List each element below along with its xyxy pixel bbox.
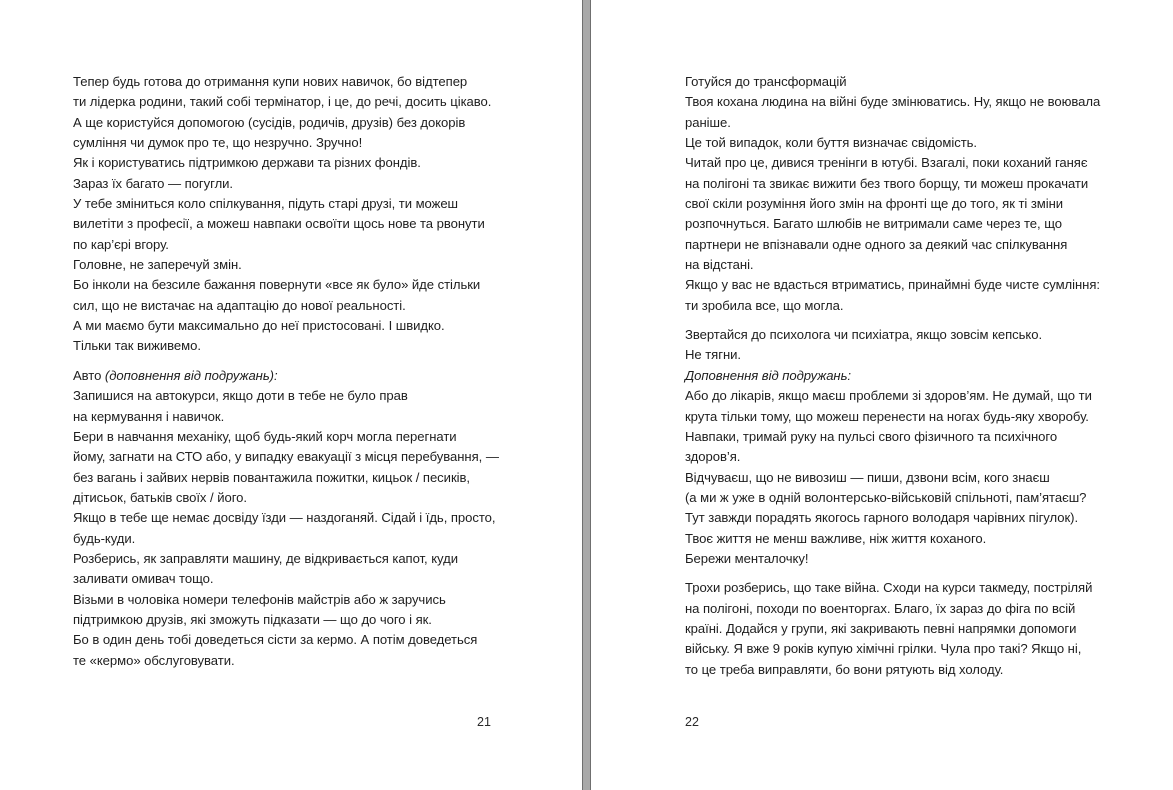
paragraph-gap bbox=[685, 316, 1100, 325]
heading-italic: (доповнення від подружань): bbox=[104, 367, 278, 383]
text-line: А ми маємо бути максимально до неї пристосовані. І швидко. bbox=[73, 318, 445, 334]
text-line: розпочнуться. Багато шлюбів не витримали саме через те, що bbox=[685, 216, 1063, 232]
text-line: без вагань і зайвих нервів повантажила пожитки, кицьок / песиків, bbox=[73, 469, 470, 485]
text-line: Читай про це, дивися тренінги в ютубі. Взагалі, поки коханий ганяє bbox=[685, 155, 1088, 171]
paragraph-gap bbox=[685, 569, 1100, 578]
text-line: йому, загнати на СТО або, у випадку евакуації з місця перебування, — bbox=[73, 449, 499, 465]
text-line: Навпаки, тримай руку на пульсі свого фізичного та психічного bbox=[685, 428, 1058, 444]
text-line: Трохи розберись, що таке війна. Сходи на курси такмеду, постріляй bbox=[685, 580, 1093, 596]
text-line: по кар’єрі вгору. bbox=[73, 236, 169, 252]
text-line: Бо інколи на безсиле бажання повернути «все як було» йде стільки bbox=[73, 277, 481, 293]
text-line: на відстані. bbox=[685, 257, 754, 273]
paragraph-auto bbox=[73, 366, 499, 671]
text-line: Запишися на автокурси, якщо доти в тебе не було прав bbox=[73, 388, 408, 404]
paragraph-gap bbox=[73, 357, 499, 366]
page-number-left: 21 bbox=[477, 715, 491, 729]
text-line: Звертайся до психолога чи психіатра, якщо зовсім кепсько. bbox=[685, 327, 1043, 343]
text-line: будь-куди. bbox=[73, 530, 136, 546]
text-line: сумління чи думок про те, що незручно. Зручно! bbox=[73, 135, 363, 151]
text-line: війську. Я вже 9 років купую хімічні грілки. Чула про такі? Якщо ні, bbox=[685, 641, 1082, 657]
text-line: на полігоні та звикає вижити без твого борщу, ти можеш прокачати bbox=[685, 175, 1089, 191]
paragraph-psychologist bbox=[685, 325, 1100, 569]
paragraph-war-knowledge bbox=[685, 578, 1100, 680]
text-line: раніше. bbox=[685, 114, 731, 130]
text-line: Бери в навчання механіку, щоб будь-який корч могла перегнати bbox=[73, 428, 457, 444]
paragraph-life-changes bbox=[73, 72, 499, 357]
text-line: Або до лікарів, якщо маєш проблеми зі здоров’ям. Не думай, що ти bbox=[685, 388, 1092, 404]
spouses-addition-label: Доповнення від подружань: bbox=[685, 367, 852, 383]
text-line: на полігоні, походи по военторгах. Благо, їх зараз до фіга по всій bbox=[685, 600, 1076, 616]
left-page bbox=[0, 0, 582, 790]
text-line: на кермування і навичок. bbox=[73, 408, 225, 424]
section-heading-auto bbox=[73, 366, 499, 386]
text-line: Розберись, як заправляти машину, де відкривається капот, куди bbox=[73, 550, 458, 566]
text-line: Твоя кохана людина на війні буде змінюватись. Ну, якщо не воювала bbox=[685, 94, 1101, 110]
text-line: Тут завжди порадять якогось гарного володаря чарівних пігулок). bbox=[685, 510, 1079, 526]
text-line: свої скіли розуміння його змін на фронті ще до того, як ті зміни bbox=[685, 196, 1064, 212]
text-line: Зараз їх багато — погугли. bbox=[73, 175, 234, 191]
text-line: Якщо в тебе ще немає досвіду їзди — наздоганяй. Сідай і їдь, просто, bbox=[73, 510, 496, 526]
text-line: Якщо у вас не вдасться втриматись, принаймні буде чисте сумління: bbox=[685, 277, 1100, 293]
text-line: дітисьок, батьків своїх / його. bbox=[73, 489, 247, 505]
text-line: Бо в один день тобі доведеться сісти за кермо. А потім доведеться bbox=[73, 632, 478, 648]
text-line: Це той випадок, коли буття визначає свідомість. bbox=[685, 135, 978, 151]
text-line: Як і користуватись підтримкою держави та різних фондів. bbox=[73, 155, 421, 171]
text-line: партнери не впізнавали одне одного за деякий час спілкування bbox=[685, 236, 1068, 252]
text-line: Не тягни. bbox=[685, 347, 741, 363]
text-line: А ще користуйся допомогою (сусідів, родичів, друзів) без докорів bbox=[73, 114, 466, 130]
text-line: Бережи менталочку! bbox=[685, 550, 809, 566]
text-line: підтримкою друзів, які зможуть підказати — що до чого і як. bbox=[73, 611, 432, 627]
heading-plain: Авто bbox=[73, 367, 105, 383]
text-line: Тільки так виживемо. bbox=[73, 338, 201, 354]
text-line: те «кермо» обслуговувати. bbox=[73, 652, 235, 668]
left-page-text bbox=[73, 72, 499, 671]
text-line: крута тільки тому, що можеш перенести на ногах будь-яку хворобу. bbox=[685, 408, 1089, 424]
section-heading-transformations: Готуйся до трансформацій bbox=[685, 74, 847, 89]
right-page bbox=[591, 0, 1173, 790]
text-line: Візьми в чоловіка номери телефонів майстрів або ж заручись bbox=[73, 591, 446, 607]
text-line: ти лідерка родини, такий собі термінатор, і це, до речі, досить цікаво. bbox=[73, 94, 492, 110]
text-line: вилетіти з професії, а можеш навпаки освоїти щось нове та рвонути bbox=[73, 216, 485, 232]
text-line: сил, що не вистачає на адаптацію до нової реальності. bbox=[73, 297, 406, 313]
text-line: Головне, не заперечуй змін. bbox=[73, 257, 242, 273]
page-number-right: 22 bbox=[685, 715, 699, 729]
text-line: країні. Додайся у групи, які закривають певні напрямки допомоги bbox=[685, 620, 1077, 636]
text-line: Твоє життя не менш важливе, ніж життя коханого. bbox=[685, 530, 987, 546]
book-spine-divider bbox=[582, 0, 591, 790]
text-line: Тепер будь готова до отримання купи нових навичок, бо відтепер bbox=[73, 74, 468, 89]
text-line: то це треба виправляти, бо вони рятують від холоду. bbox=[685, 661, 1004, 677]
right-page-text bbox=[685, 72, 1100, 680]
text-line: У тебе зміниться коло спілкування, підуть старі друзі, ти можеш bbox=[73, 196, 459, 212]
text-line: заливати омивач тощо. bbox=[73, 571, 214, 587]
text-line: ти зробила все, що могла. bbox=[685, 297, 844, 313]
text-line: Відчуваєш, що не вивозиш — пиши, дзвони всім, кого знаєш bbox=[685, 469, 1050, 485]
text-line: здоров’я. bbox=[685, 449, 741, 465]
paragraph-transformations bbox=[685, 72, 1100, 316]
text-line: (а ми ж уже в одній волонтерсько-військовій спільноті, пам’ятаєш? bbox=[685, 489, 1087, 505]
